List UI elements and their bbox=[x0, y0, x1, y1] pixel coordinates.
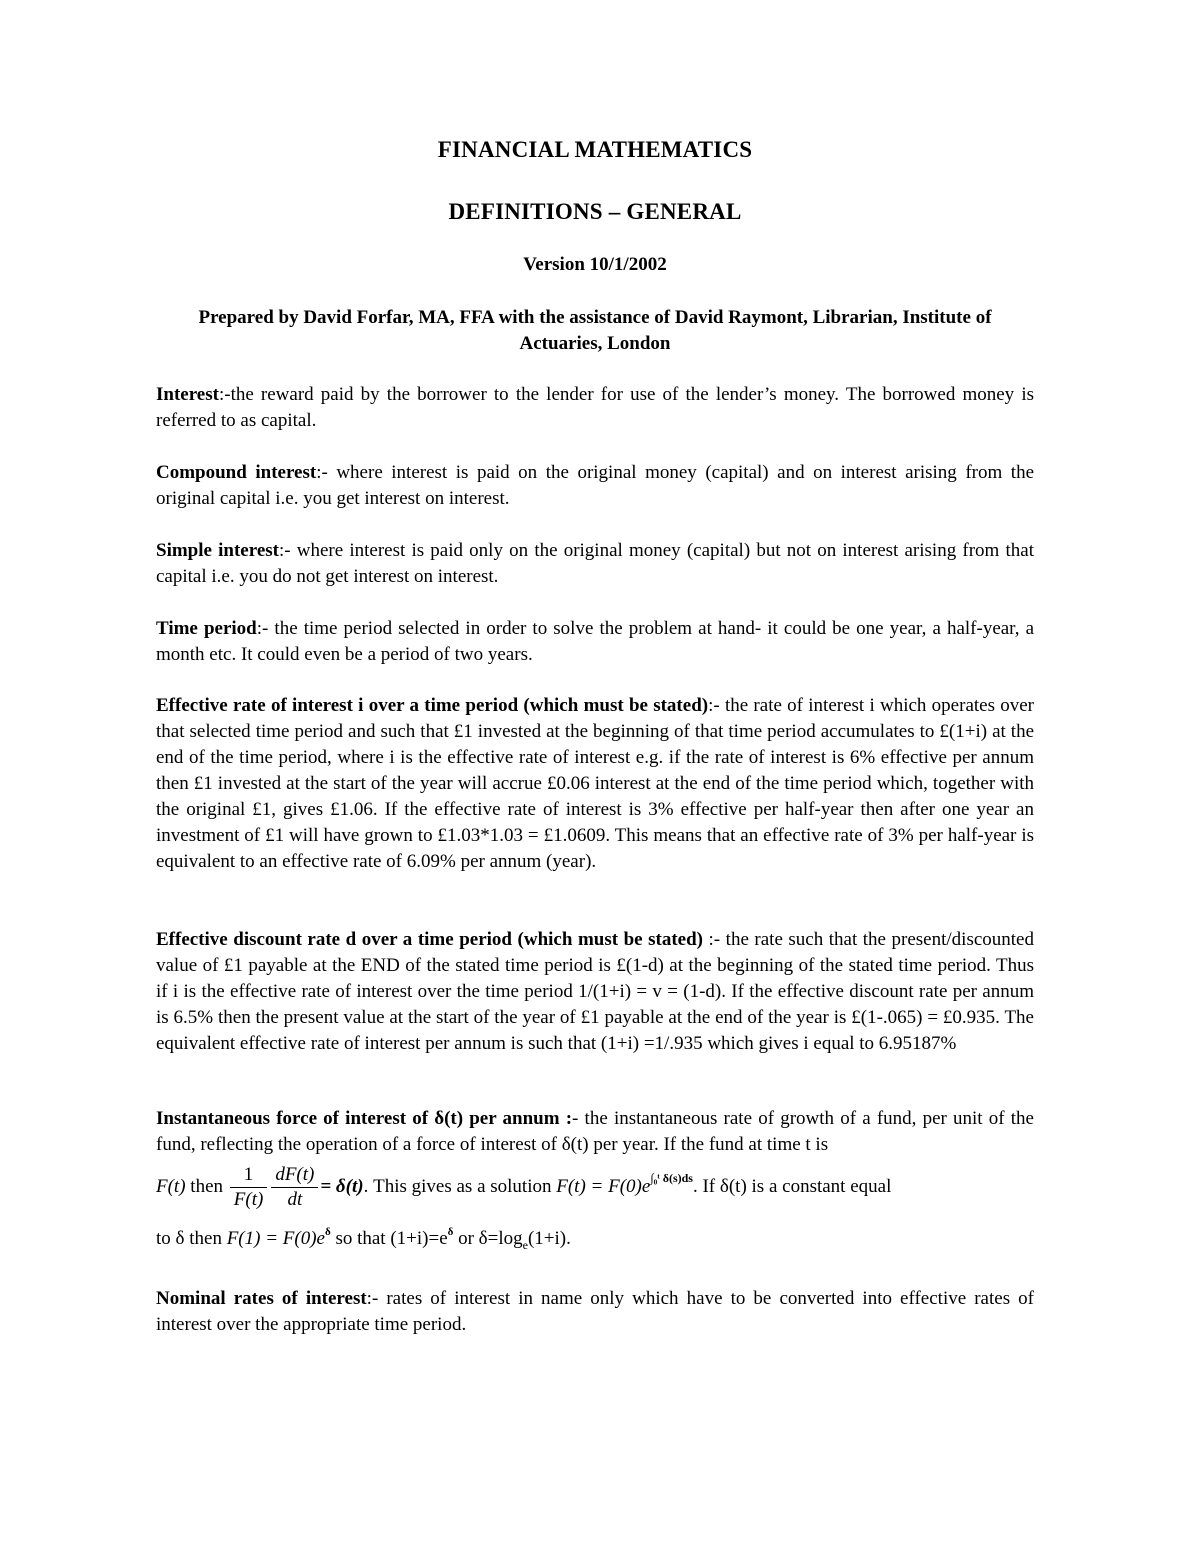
term-label: Time period bbox=[156, 618, 257, 639]
definition-text: :- where interest is paid on the original money (capital) and on interest arising from the original capital i.e. you get interest on interest. bbox=[156, 462, 1034, 509]
log-base: e bbox=[522, 1237, 528, 1252]
definition-nominal-rates bbox=[156, 1286, 1034, 1338]
fraction-one-over-ft bbox=[230, 1163, 268, 1212]
fraction-denominator: F(t) bbox=[233, 1189, 264, 1211]
definition-compound-interest bbox=[156, 460, 1034, 512]
exponent-delta: δ bbox=[324, 1226, 331, 1239]
definition-text: :- the rate of interest i which operates over that selected time period and such that £1 invested at the beginning of that time period accumulates to £(1+i) at the end of the time period, where i is the effective rate of interest e.g. if the rate of interest is 6% effective per annum then £1 invested at the start of the year will accrue £0.06 interest at the end of the time period which, together with the original £1, gives £1.06. If the effective rate of interest is 3% effective per half-year then after one year an investment of £1 will have grown to £1.03*1.03 = £1.0609. This means that an effective rate of 3% per half-year is equivalent to an effective rate of 6.09% per annum (year). bbox=[156, 695, 1035, 872]
exponent-delta: δ bbox=[447, 1226, 454, 1239]
term-label: Compound interest bbox=[156, 462, 317, 483]
definition-text: :- the time period selected in order to solve the problem at hand- it could be one year, a half-year, a month etc. It could even be a period of two years. bbox=[156, 618, 1035, 665]
fraction-denominator: dt bbox=[287, 1189, 303, 1211]
math-ft: F(t) bbox=[156, 1176, 186, 1197]
formula-line bbox=[156, 1158, 1034, 1212]
term-label: Nominal rates of interest bbox=[156, 1288, 367, 1309]
text-solution: . This gives as a solution bbox=[363, 1176, 557, 1197]
definition-text: :- rates of interest in name only which have to be converted into effective rates of interest over the appropriate time period. bbox=[156, 1288, 1034, 1335]
math-solution: F(t) = F(0)e bbox=[556, 1176, 651, 1197]
fraction-numerator: dF(t) bbox=[271, 1163, 318, 1188]
prepared-by: Prepared by David Forfar, MA, FFA with the assistance of David Raymont, Librarian, Institute of Actuaries, London bbox=[198, 307, 992, 354]
term-label: Simple interest bbox=[156, 540, 279, 561]
term-label: Instantaneous force of interest of δ(t) per annum : bbox=[156, 1108, 573, 1129]
definition-text: - the instantaneous rate of growth of a fund, per unit of the fund, reflecting the operation of a force of interest of δ(t) per year. If the fund at time t is bbox=[156, 1108, 1034, 1155]
term-label: Interest bbox=[156, 384, 219, 405]
document-title: FINANCIAL MATHEMATICS bbox=[437, 137, 753, 162]
integral-exponent: ∫₀ᵗ δ(s)ds bbox=[650, 1171, 693, 1185]
fraction-numerator: 1 bbox=[230, 1163, 268, 1188]
text-constant: . If δ(t) is a constant equal bbox=[692, 1176, 892, 1197]
definition-force-of-interest bbox=[156, 1106, 1034, 1265]
version-line: Version 10/1/2002 bbox=[523, 254, 667, 275]
formula-line bbox=[156, 1212, 1034, 1265]
definition-interest bbox=[156, 382, 1034, 434]
definition-discount-rate bbox=[156, 927, 1034, 1057]
document-subtitle: DEFINITIONS – GENERAL bbox=[448, 199, 742, 224]
definition-effective-rate bbox=[156, 693, 1034, 875]
text-then: then bbox=[185, 1176, 228, 1197]
text-end: (1+i). bbox=[527, 1228, 571, 1250]
definition-text: :- the rate such that the present/discounted value of £1 payable at the END of the stated time period is £(1-d) at the beginning of the stated time period. Thus if i is the effective rate of interest over the time period 1/(1+i) = v = (1-d). If the effective discount rate per annum is 6.5% then the present value at the start of the year of £1 payable at the end of the year is £(1-.065) = £0.935. The equivalent effective rate of interest per annum is such that (1+i) =1/.935 which gives i equal to 6.95187% bbox=[156, 929, 1034, 1054]
text-or-delta: or δ=log bbox=[453, 1228, 523, 1250]
math-f1: F(1) = F(0)e bbox=[226, 1228, 325, 1250]
fraction-dft-over-dt bbox=[271, 1163, 318, 1212]
term-label: Effective discount rate d over a time period (which must be stated) bbox=[156, 929, 703, 950]
math-delta-t: = δ(t) bbox=[320, 1176, 364, 1197]
text-so-that: so that (1+i)=e bbox=[330, 1228, 448, 1250]
definition-text: :- where interest is paid only on the original money (capital) but not on interest arising from that capital i.e. you do not get interest on interest. bbox=[156, 540, 1034, 587]
definition-time-period bbox=[156, 616, 1034, 668]
term-label: Effective rate of interest i over a time period (which must be stated) bbox=[156, 695, 709, 716]
text-to-delta: to δ then bbox=[156, 1228, 227, 1250]
definition-simple-interest bbox=[156, 538, 1034, 590]
definition-text: :-the reward paid by the borrower to the lender for use of the lender’s money. The borrowed money is referred to as capital. bbox=[156, 384, 1034, 431]
